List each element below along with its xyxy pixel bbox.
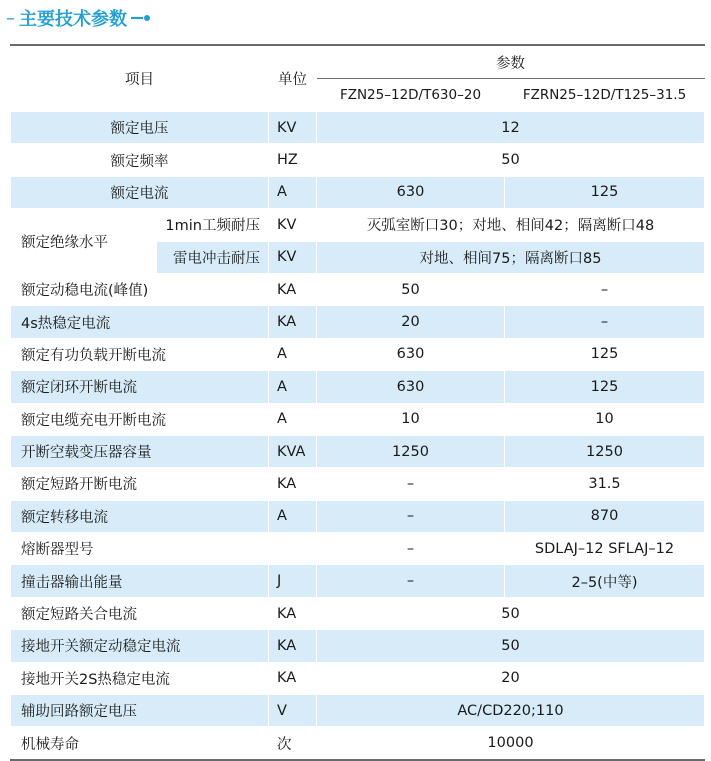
row-value-2: 125 <box>505 338 705 370</box>
row-value: 灭弧室断口30；对地、相间42；隔离断口48 <box>317 209 705 241</box>
row-value-2: 125 <box>505 371 705 403</box>
table-row <box>11 144 705 176</box>
row-value-2: 2–5(中等) <box>505 565 705 597</box>
table-row <box>11 306 705 338</box>
row-name: 4s热稳定电流 <box>11 306 269 338</box>
row-unit: 次 <box>269 727 317 760</box>
row-value-1: 10 <box>317 403 505 435</box>
row-value-2: 1250 <box>505 435 705 467</box>
row-unit: KA <box>269 273 317 305</box>
row-name: 额定闭环开断电流 <box>11 371 269 403</box>
row-name: 额定有功负载开断电流 <box>11 338 269 370</box>
row-value-1: 50 <box>317 273 505 305</box>
row-subname: 1min工频耐压 <box>157 209 269 241</box>
row-value-1: 1250 <box>317 435 505 467</box>
row-name: 额定电缆充电开断电流 <box>11 403 269 435</box>
row-value: 50 <box>317 630 705 662</box>
row-unit: A <box>269 403 317 435</box>
table-row <box>11 209 705 241</box>
row-unit: A <box>269 371 317 403</box>
row-name: 额定短路关合电流 <box>11 597 269 629</box>
table-row <box>11 597 705 629</box>
heading-title: 主要技术参数 <box>19 9 127 30</box>
table-row <box>11 176 705 208</box>
row-subname: 雷电冲击耐压 <box>157 241 269 273</box>
row-name: 额定频率 <box>11 144 269 176</box>
row-value-2: SDLAJ–12 SFLAJ–12 <box>505 533 705 565</box>
row-value: 20 <box>317 662 705 694</box>
spec-table <box>10 44 705 761</box>
row-value-2: 125 <box>505 176 705 208</box>
row-unit: KA <box>269 630 317 662</box>
row-value: 50 <box>317 597 705 629</box>
row-name: 额定短路开断电流 <box>11 468 269 500</box>
table-row <box>11 338 705 370</box>
row-unit <box>269 533 317 565</box>
row-unit: A <box>269 500 317 532</box>
row-name: 额定转移电流 <box>11 500 269 532</box>
header-model-1: FZN25–12D/T630–20 <box>317 79 505 112</box>
row-unit: KV <box>269 209 317 241</box>
header-unit: 单位 <box>269 45 317 112</box>
table-row <box>11 630 705 662</box>
row-name: 额定动稳电流(峰值) <box>11 273 269 305</box>
row-value-2: 870 <box>505 500 705 532</box>
row-unit: KA <box>269 306 317 338</box>
table-row <box>11 500 705 532</box>
row-unit: A <box>269 176 317 208</box>
heading-dot-decoration <box>144 15 150 21</box>
row-value: 10000 <box>317 727 705 760</box>
table-row <box>11 112 705 144</box>
row-value-1: 20 <box>317 306 505 338</box>
row-value: 对地、相间75；隔离断口85 <box>317 241 705 273</box>
table-row <box>11 662 705 694</box>
header-params: 参数 <box>317 45 705 79</box>
row-name: 额定电压 <box>11 112 269 144</box>
table-row <box>11 273 705 305</box>
section-heading <box>6 4 150 32</box>
table-row <box>11 435 705 467</box>
row-name: 机械寿命 <box>11 727 269 760</box>
row-name: 辅助回路额定电压 <box>11 695 269 727</box>
row-unit: KA <box>269 597 317 629</box>
row-value: 12 <box>317 112 705 144</box>
table-row <box>11 695 705 727</box>
row-value-2: – <box>505 306 705 338</box>
row-unit: A <box>269 338 317 370</box>
row-unit: J <box>269 565 317 597</box>
heading-line-decoration <box>131 17 143 19</box>
row-value-1: – <box>317 565 505 597</box>
row-value-1: – <box>317 468 505 500</box>
table-row <box>11 533 705 565</box>
row-name: 接地开关2S热稳定电流 <box>11 662 269 694</box>
row-name: 开断空载变压器容量 <box>11 435 269 467</box>
row-value-1: – <box>317 533 505 565</box>
row-name: 熔断器型号 <box>11 533 269 565</box>
row-unit: KV <box>269 241 317 273</box>
table-row <box>11 468 705 500</box>
row-value-1: 630 <box>317 338 505 370</box>
row-value: AC/CD220;110 <box>317 695 705 727</box>
header-row-1 <box>11 45 705 79</box>
row-value-1: 630 <box>317 176 505 208</box>
table-row <box>11 403 705 435</box>
row-unit: KA <box>269 468 317 500</box>
row-value-1: – <box>317 500 505 532</box>
row-unit: HZ <box>269 144 317 176</box>
row-value-2: – <box>505 273 705 305</box>
table-row <box>11 727 705 760</box>
row-name: 额定电流 <box>11 176 269 208</box>
header-model-2: FZRN25–12D/T125–31.5 <box>505 79 705 112</box>
table-row <box>11 565 705 597</box>
row-unit: V <box>269 695 317 727</box>
row-name: 接地开关额定动稳定电流 <box>11 630 269 662</box>
table-row <box>11 371 705 403</box>
row-value: 50 <box>317 144 705 176</box>
row-value-2: 31.5 <box>505 468 705 500</box>
row-unit: KVA <box>269 435 317 467</box>
row-name-insulation: 额定绝缘水平 <box>11 209 157 274</box>
row-name: 撞击器输出能量 <box>11 565 269 597</box>
row-value-2: 10 <box>505 403 705 435</box>
heading-dash: – <box>6 7 15 29</box>
row-value-1: 630 <box>317 371 505 403</box>
header-item: 项目 <box>11 45 269 112</box>
row-unit: KV <box>269 112 317 144</box>
row-unit: KA <box>269 662 317 694</box>
